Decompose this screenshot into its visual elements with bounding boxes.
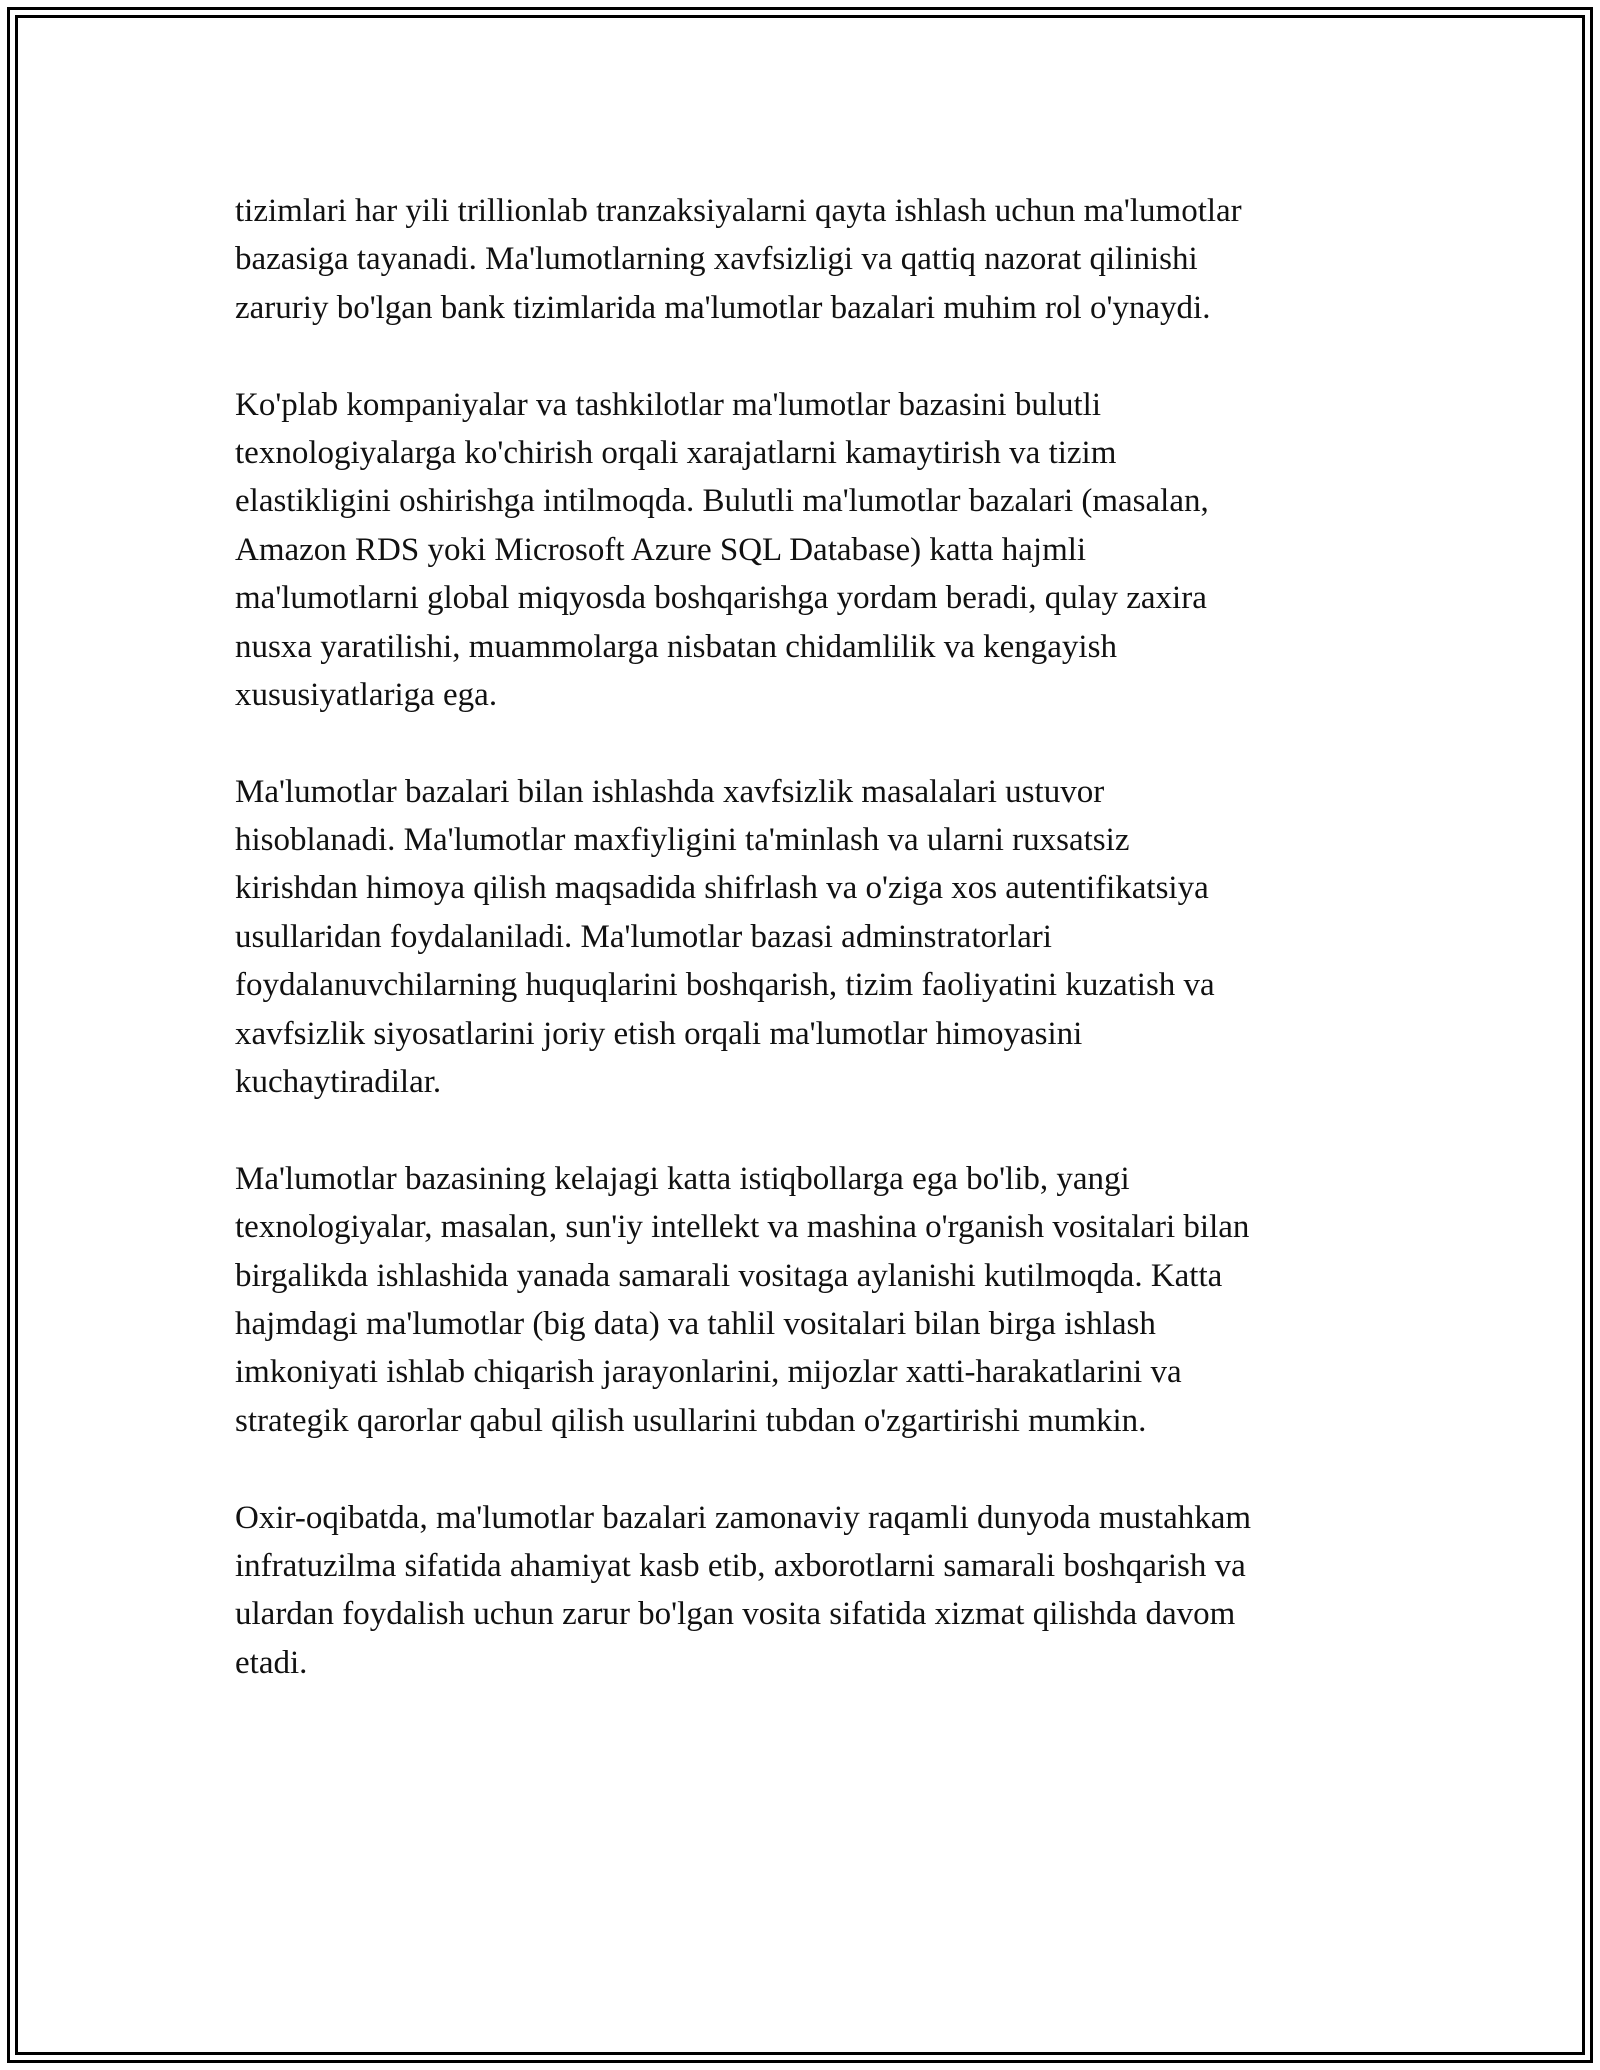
paragraph-2 xyxy=(235,381,1405,720)
text-line: bazasiga tayanadi. Ma'lumotlarning xavfsizligi va qattiq nazorat qilinishi xyxy=(235,241,1198,278)
text-line: xususiyatlariga ega. xyxy=(235,676,498,713)
text-line: elastikligini oshirishga intilmoqda. Bulutli ma'lumotlar bazalari (masalan, xyxy=(235,483,1209,520)
text-line: Ma'lumotlar bazalari bilan ishlashda xavfsizlik masalalari ustuvor xyxy=(235,773,1105,810)
document-body xyxy=(235,187,1405,1736)
text-line: nusxa yaratilishi, muammolarga nisbatan chidamlilik va kengayish xyxy=(235,628,1117,665)
text-line: texnologiyalarga ko'chirish orqali xarajatlarni kamaytirish va tizim xyxy=(235,434,1117,471)
text-line: Amazon RDS yoki Microsoft Azure SQL Database) katta hajmli xyxy=(235,531,1087,568)
text-line: strategik qarorlar qabul qilish usullarini tubdan o'zgartirishi mumkin. xyxy=(235,1402,1147,1439)
text-line: imkoniyati ishlab chiqarish jarayonlarini, mijozlar xatti-harakatlarini va xyxy=(235,1354,1182,1391)
text-line: ma'lumotlarni global miqyosda boshqarishga yordam beradi, qulay zaxira xyxy=(235,580,1207,617)
text-line: infratuzilma sifatida ahamiyat kasb etib, axborotlarni samarali boshqarish va xyxy=(235,1547,1246,1584)
text-line: foydalanuvchilarning huquqlarini boshqarish, tizim faoliyatini kuzatish va xyxy=(235,967,1215,1004)
text-line: ulardan foydalish uchun zarur bo'lgan vosita sifatida xizmat qilishda davom xyxy=(235,1596,1236,1633)
text-line: kirishdan himoya qilish maqsadida shifrlash va o'ziga xos autentifikatsiya xyxy=(235,870,1209,907)
text-line: hajmdagi ma'lumotlar (big data) va tahlil vositalari bilan birga ishlash xyxy=(235,1305,1156,1342)
text-line: tizimlari har yili trillionlab tranzaksiyalarni qayta ishlash uchun ma'lumotlar xyxy=(235,193,1242,229)
text-line: hisoblanadi. Ma'lumotlar maxfiyligini ta'minlash va ularni ruxsatsiz xyxy=(235,822,1130,859)
text-line: zaruriy bo'lgan bank tizimlarida ma'lumotlar bazalari muhim rol o'ynaydi. xyxy=(235,289,1211,326)
text-line: xavfsizlik siyosatlarini joriy etish orqali ma'lumotlar himoyasini xyxy=(235,1015,1083,1052)
text-line: birgalikda ishlashida yanada samarali vositaga aylanishi kutilmoqda. Katta xyxy=(235,1257,1223,1294)
text-line: etadi. xyxy=(235,1644,308,1681)
text-line: Oxir-oqibatda, ma'lumotlar bazalari zamonaviy raqamli dunyoda mustahkam xyxy=(235,1499,1252,1536)
paragraph-1 xyxy=(235,187,1405,332)
text-line: texnologiyalar, masalan, sun'iy intellekt va mashina o'rganish vositalari bilan xyxy=(235,1209,1250,1246)
paragraph-5 xyxy=(235,1494,1405,1688)
text-line: Ma'lumotlar bazasining kelajagi katta istiqbollarga ega bo'lib, yangi xyxy=(235,1160,1130,1197)
paragraph-3 xyxy=(235,768,1405,1107)
text-line: Ko'plab kompaniyalar va tashkilotlar ma'lumotlar bazasini bulutli xyxy=(235,386,1102,423)
paragraph-4 xyxy=(235,1155,1405,1445)
text-line: kuchaytiradilar. xyxy=(235,1064,442,1101)
text-line: usullaridan foydalaniladi. Ma'lumotlar bazasi adminstratorlari xyxy=(235,918,1052,955)
